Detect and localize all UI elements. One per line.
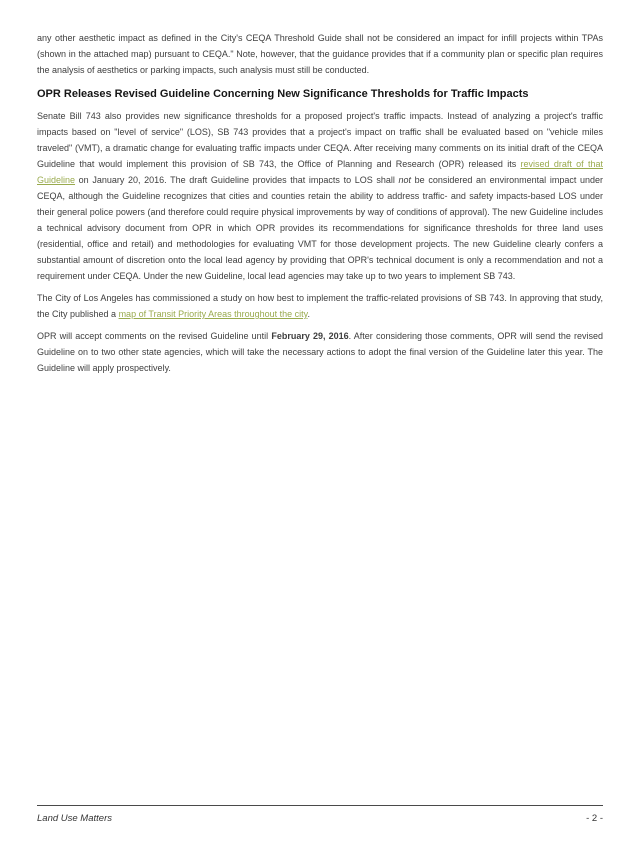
paragraph-la-study [37,290,603,322]
page-footer [37,805,603,824]
paragraph-sb743 [37,108,603,284]
intro-paragraph: any other aesthetic impact as defined in the City's CEQA Threshold Guide shall not be considered an impact for infill projects within TPAs (shown in the attached map) pursuant to CEQA." Note, however, that the guidance provides that if a community plan or specific plan requires the analysis of aesthetics or parking impacts, such analysis must still be conducted. [37,33,603,75]
emphasis-not: not [398,175,412,185]
paragraph-comments-deadline [37,328,603,376]
paragraph-sb743-text-3: be considered an environmental impact under CEQA, although the Guideline recognizes that cities and counties retain the ability to address traffic- and safety impacts-based LOS under their general police powers (and therefore could require physical improvements by way of conditions of approval). The new Guideline includes a technical advisory document from OPR in which OPR provides its recommendations for significance thresholds for three land uses (residential, office and retail) and methodologies for evaluating VMT for those development projects. The new Guideline clearly confers a substantial amount of discretion onto the local lead agency by providing that OPR's technical document is only a recommendation and not a requirement under CEQA. Under the new Guideline, local lead agencies may take up to two years to implement SB 743. [37,175,603,281]
link-transit-priority-areas-map[interactable]: map of Transit Priority Areas throughout the city [118,309,308,319]
paragraph-comments-text-2: . After considering those comments, OPR will send the revised Guideline on to two other state agencies, which will take the necessary actions to adopt the final version of the Guideline later this year. The Guideline will apply prospectively. [37,331,603,373]
link-revised-draft-guideline[interactable]: revised draft of that Guideline [37,159,603,185]
paragraph-comments-text-1: OPR will accept comments on the revised Guideline until [37,331,272,341]
paragraph-sb743-text-2: on January 20, 2016. The draft Guideline provides that impacts to LOS shall [75,175,399,185]
section-heading-opr-guideline: OPR Releases Revised Guideline Concerning New Significance Thresholds for Traffic Impacts [37,88,529,100]
page-number: - 2 - [586,813,603,824]
paragraph-sb743-text-1: Senate Bill 743 also provides new significance thresholds for a proposed project's traffic impacts. Instead of analyzing a project's traffic impacts based on "level of service" (LOS), SB 743 provides that a project's impact on traffic shall be evaluated based on "vehicle miles traveled" (VMT), a dramatic change for evaluating traffic impacts under CEQA. After receiving many comments on its initial draft of the CEQA Guideline that would implement this provision of SB 743, the Office of Planning and Research (OPR) released its [37,111,603,169]
publication-title: Land Use Matters [37,813,112,824]
deadline-date: February 29, 2016 [271,331,349,341]
paragraph-la-study-text-1: The City of Los Angeles has commissioned a study on how best to implement the traffic-related provisions of SB 743. In approving that study, the City published a [37,293,603,319]
paragraph-la-study-text-2: . [307,309,310,319]
